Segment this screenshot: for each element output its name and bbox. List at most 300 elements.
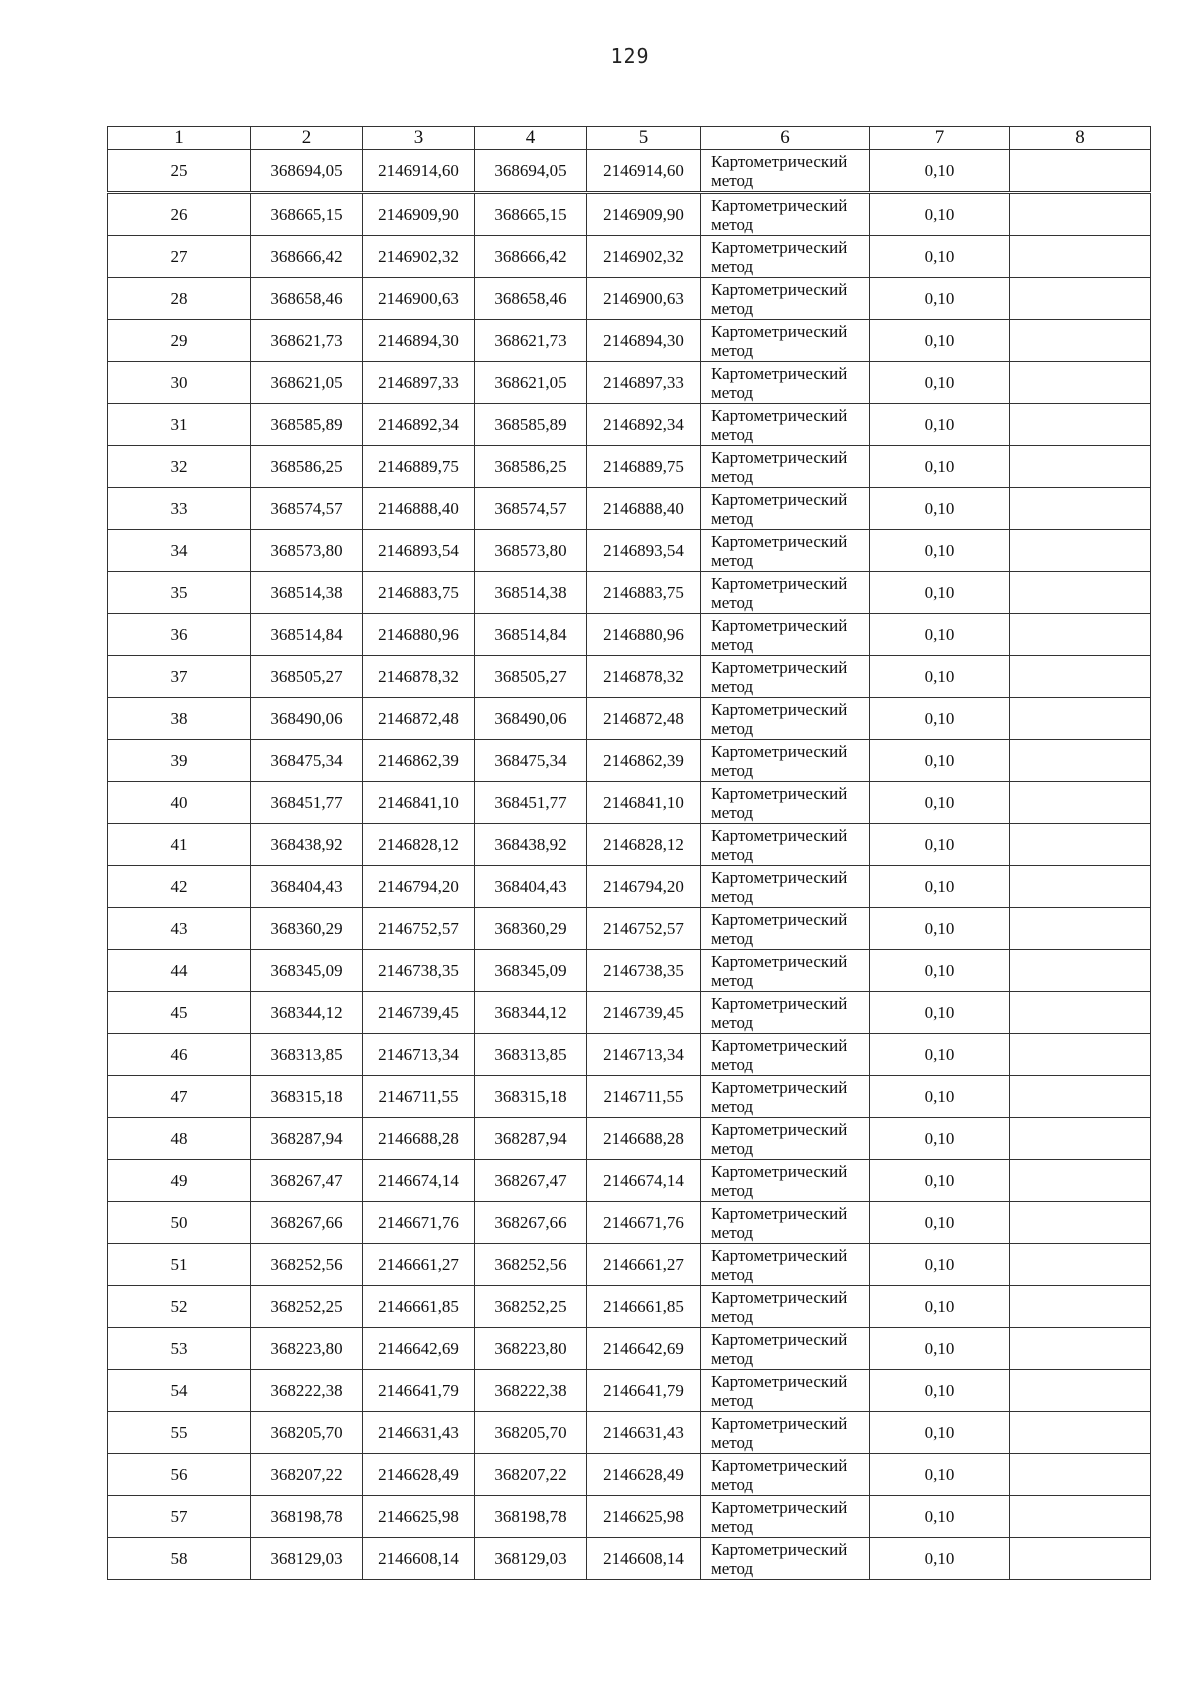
note-cell [1010, 614, 1151, 656]
y-coordinate-cell: 2146914,60 [363, 150, 475, 193]
x-coordinate-cell: 368621,73 [475, 320, 587, 362]
column-header: 6 [701, 127, 870, 150]
y-coordinate-cell: 2146661,27 [587, 1244, 701, 1286]
accuracy-cell: 0,10 [870, 866, 1010, 908]
point-number-cell: 33 [108, 488, 251, 530]
x-coordinate-cell: 368451,77 [475, 782, 587, 824]
x-coordinate-cell: 368438,92 [251, 824, 363, 866]
x-coordinate-cell: 368666,42 [475, 236, 587, 278]
column-header: 1 [108, 127, 251, 150]
accuracy-cell: 0,10 [870, 782, 1010, 824]
method-cell: Картометрический метод [701, 824, 870, 866]
method-cell: Картометрический метод [701, 698, 870, 740]
table-row [108, 1076, 1151, 1118]
point-number-cell: 56 [108, 1454, 251, 1496]
accuracy-cell: 0,10 [870, 320, 1010, 362]
x-coordinate-cell: 368621,73 [251, 320, 363, 362]
x-coordinate-cell: 368514,38 [251, 572, 363, 614]
table-row [108, 740, 1151, 782]
table-row [108, 1286, 1151, 1328]
note-cell [1010, 1496, 1151, 1538]
y-coordinate-cell: 2146862,39 [363, 740, 475, 782]
table-row [108, 320, 1151, 362]
y-coordinate-cell: 2146894,30 [363, 320, 475, 362]
x-coordinate-cell: 368129,03 [251, 1538, 363, 1580]
table-row [108, 1412, 1151, 1454]
x-coordinate-cell: 368585,89 [475, 404, 587, 446]
x-coordinate-cell: 368574,57 [251, 488, 363, 530]
note-cell [1010, 362, 1151, 404]
y-coordinate-cell: 2146909,90 [363, 193, 475, 236]
table-row [108, 1244, 1151, 1286]
x-coordinate-cell: 368665,15 [475, 193, 587, 236]
method-cell: Картометрический метод [701, 1496, 870, 1538]
table-row [108, 530, 1151, 572]
accuracy-cell: 0,10 [870, 1076, 1010, 1118]
note-cell [1010, 782, 1151, 824]
y-coordinate-cell: 2146752,57 [587, 908, 701, 950]
x-coordinate-cell: 368621,05 [475, 362, 587, 404]
table-row [108, 1118, 1151, 1160]
note-cell [1010, 1118, 1151, 1160]
x-coordinate-cell: 368267,66 [251, 1202, 363, 1244]
page-number: 129 [610, 44, 650, 68]
y-coordinate-cell: 2146880,96 [587, 614, 701, 656]
method-cell: Картометрический метод [701, 782, 870, 824]
method-cell: Картометрический метод [701, 740, 870, 782]
y-coordinate-cell: 2146888,40 [363, 488, 475, 530]
x-coordinate-cell: 368621,05 [251, 362, 363, 404]
accuracy-cell: 0,10 [870, 740, 1010, 782]
accuracy-cell: 0,10 [870, 1202, 1010, 1244]
x-coordinate-cell: 368344,12 [475, 992, 587, 1034]
y-coordinate-cell: 2146738,35 [363, 950, 475, 992]
method-cell: Картометрический метод [701, 1034, 870, 1076]
point-number-cell: 39 [108, 740, 251, 782]
x-coordinate-cell: 368694,05 [251, 150, 363, 193]
method-cell: Картометрический метод [701, 1286, 870, 1328]
table-row [108, 782, 1151, 824]
table-row [108, 572, 1151, 614]
x-coordinate-cell: 368223,80 [475, 1328, 587, 1370]
y-coordinate-cell: 2146674,14 [363, 1160, 475, 1202]
y-coordinate-cell: 2146893,54 [587, 530, 701, 572]
method-cell: Картометрический метод [701, 1538, 870, 1580]
y-coordinate-cell: 2146688,28 [587, 1118, 701, 1160]
table-row [108, 866, 1151, 908]
y-coordinate-cell: 2146794,20 [363, 866, 475, 908]
point-number-cell: 52 [108, 1286, 251, 1328]
x-coordinate-cell: 368490,06 [475, 698, 587, 740]
note-cell [1010, 1202, 1151, 1244]
method-cell: Картометрический метод [701, 320, 870, 362]
accuracy-cell: 0,10 [870, 1328, 1010, 1370]
y-coordinate-cell: 2146872,48 [363, 698, 475, 740]
point-number-cell: 47 [108, 1076, 251, 1118]
table-row [108, 362, 1151, 404]
y-coordinate-cell: 2146674,14 [587, 1160, 701, 1202]
y-coordinate-cell: 2146642,69 [587, 1328, 701, 1370]
accuracy-cell: 0,10 [870, 278, 1010, 320]
y-coordinate-cell: 2146631,43 [587, 1412, 701, 1454]
accuracy-cell: 0,10 [870, 1118, 1010, 1160]
y-coordinate-cell: 2146893,54 [363, 530, 475, 572]
y-coordinate-cell: 2146794,20 [587, 866, 701, 908]
y-coordinate-cell: 2146608,14 [587, 1538, 701, 1580]
x-coordinate-cell: 368490,06 [251, 698, 363, 740]
note-cell [1010, 1412, 1151, 1454]
x-coordinate-cell: 368658,46 [475, 278, 587, 320]
x-coordinate-cell: 368252,25 [251, 1286, 363, 1328]
table-row [108, 1454, 1151, 1496]
point-number-cell: 44 [108, 950, 251, 992]
x-coordinate-cell: 368475,34 [475, 740, 587, 782]
x-coordinate-cell: 368207,22 [251, 1454, 363, 1496]
point-number-cell: 42 [108, 866, 251, 908]
y-coordinate-cell: 2146892,34 [587, 404, 701, 446]
note-cell [1010, 150, 1151, 193]
y-coordinate-cell: 2146713,34 [587, 1034, 701, 1076]
y-coordinate-cell: 2146841,10 [587, 782, 701, 824]
method-cell: Картометрический метод [701, 1202, 870, 1244]
x-coordinate-cell: 368360,29 [251, 908, 363, 950]
y-coordinate-cell: 2146880,96 [363, 614, 475, 656]
y-coordinate-cell: 2146642,69 [363, 1328, 475, 1370]
x-coordinate-cell: 368198,78 [251, 1496, 363, 1538]
y-coordinate-cell: 2146889,75 [363, 446, 475, 488]
accuracy-cell: 0,10 [870, 698, 1010, 740]
point-number-cell: 57 [108, 1496, 251, 1538]
point-number-cell: 28 [108, 278, 251, 320]
accuracy-cell: 0,10 [870, 572, 1010, 614]
accuracy-cell: 0,10 [870, 1244, 1010, 1286]
accuracy-cell: 0,10 [870, 824, 1010, 866]
method-cell: Картометрический метод [701, 992, 870, 1034]
point-number-cell: 55 [108, 1412, 251, 1454]
y-coordinate-cell: 2146625,98 [587, 1496, 701, 1538]
y-coordinate-cell: 2146878,32 [363, 656, 475, 698]
x-coordinate-cell: 368267,47 [475, 1160, 587, 1202]
x-coordinate-cell: 368315,18 [251, 1076, 363, 1118]
point-number-cell: 41 [108, 824, 251, 866]
table-row [108, 1202, 1151, 1244]
table-row [108, 656, 1151, 698]
column-header: 5 [587, 127, 701, 150]
y-coordinate-cell: 2146628,49 [587, 1454, 701, 1496]
y-coordinate-cell: 2146902,32 [363, 236, 475, 278]
x-coordinate-cell: 368313,85 [475, 1034, 587, 1076]
column-header: 4 [475, 127, 587, 150]
table-row [108, 908, 1151, 950]
x-coordinate-cell: 368252,56 [251, 1244, 363, 1286]
method-cell: Картометрический метод [701, 1160, 870, 1202]
accuracy-cell: 0,10 [870, 656, 1010, 698]
y-coordinate-cell: 2146878,32 [587, 656, 701, 698]
note-cell [1010, 1286, 1151, 1328]
x-coordinate-cell: 368694,05 [475, 150, 587, 193]
method-cell: Картометрический метод [701, 150, 870, 193]
y-coordinate-cell: 2146892,34 [363, 404, 475, 446]
y-coordinate-cell: 2146888,40 [587, 488, 701, 530]
method-cell: Картометрический метод [701, 866, 870, 908]
method-cell: Картометрический метод [701, 1118, 870, 1160]
table-row [108, 1370, 1151, 1412]
y-coordinate-cell: 2146828,12 [587, 824, 701, 866]
y-coordinate-cell: 2146900,63 [587, 278, 701, 320]
note-cell [1010, 1160, 1151, 1202]
x-coordinate-cell: 368505,27 [251, 656, 363, 698]
accuracy-cell: 0,10 [870, 1286, 1010, 1328]
x-coordinate-cell: 368665,15 [251, 193, 363, 236]
column-header: 8 [1010, 127, 1151, 150]
y-coordinate-cell: 2146828,12 [363, 824, 475, 866]
method-cell: Картометрический метод [701, 278, 870, 320]
method-cell: Картометрический метод [701, 614, 870, 656]
x-coordinate-cell: 368475,34 [251, 740, 363, 782]
accuracy-cell: 0,10 [870, 150, 1010, 193]
y-coordinate-cell: 2146641,79 [363, 1370, 475, 1412]
point-number-cell: 51 [108, 1244, 251, 1286]
accuracy-cell: 0,10 [870, 193, 1010, 236]
point-number-cell: 37 [108, 656, 251, 698]
point-number-cell: 54 [108, 1370, 251, 1412]
point-number-cell: 50 [108, 1202, 251, 1244]
note-cell [1010, 908, 1151, 950]
x-coordinate-cell: 368514,38 [475, 572, 587, 614]
table-row [108, 446, 1151, 488]
note-cell [1010, 866, 1151, 908]
accuracy-cell: 0,10 [870, 488, 1010, 530]
x-coordinate-cell: 368573,80 [475, 530, 587, 572]
column-header: 2 [251, 127, 363, 150]
point-number-cell: 34 [108, 530, 251, 572]
y-coordinate-cell: 2146671,76 [587, 1202, 701, 1244]
note-cell [1010, 530, 1151, 572]
point-number-cell: 38 [108, 698, 251, 740]
y-coordinate-cell: 2146872,48 [587, 698, 701, 740]
method-cell: Картометрический метод [701, 193, 870, 236]
table-row [108, 150, 1151, 193]
y-coordinate-cell: 2146883,75 [587, 572, 701, 614]
method-cell: Картометрический метод [701, 950, 870, 992]
y-coordinate-cell: 2146752,57 [363, 908, 475, 950]
note-cell [1010, 824, 1151, 866]
table-row [108, 236, 1151, 278]
y-coordinate-cell: 2146661,85 [363, 1286, 475, 1328]
x-coordinate-cell: 368360,29 [475, 908, 587, 950]
x-coordinate-cell: 368585,89 [251, 404, 363, 446]
note-cell [1010, 1454, 1151, 1496]
note-cell [1010, 320, 1151, 362]
method-cell: Картометрический метод [701, 1370, 870, 1412]
x-coordinate-cell: 368205,70 [251, 1412, 363, 1454]
x-coordinate-cell: 368345,09 [475, 950, 587, 992]
point-number-cell: 48 [108, 1118, 251, 1160]
table-row [108, 1496, 1151, 1538]
y-coordinate-cell: 2146631,43 [363, 1412, 475, 1454]
method-cell: Картометрический метод [701, 446, 870, 488]
x-coordinate-cell: 368222,38 [475, 1370, 587, 1412]
y-coordinate-cell: 2146889,75 [587, 446, 701, 488]
table-row [108, 824, 1151, 866]
point-number-cell: 31 [108, 404, 251, 446]
point-number-cell: 49 [108, 1160, 251, 1202]
accuracy-cell: 0,10 [870, 530, 1010, 572]
y-coordinate-cell: 2146688,28 [363, 1118, 475, 1160]
y-coordinate-cell: 2146711,55 [587, 1076, 701, 1118]
point-number-cell: 32 [108, 446, 251, 488]
y-coordinate-cell: 2146625,98 [363, 1496, 475, 1538]
x-coordinate-cell: 368287,94 [251, 1118, 363, 1160]
note-cell [1010, 236, 1151, 278]
method-cell: Картометрический метод [701, 1328, 870, 1370]
x-coordinate-cell: 368345,09 [251, 950, 363, 992]
y-coordinate-cell: 2146900,63 [363, 278, 475, 320]
x-coordinate-cell: 368267,47 [251, 1160, 363, 1202]
note-cell [1010, 278, 1151, 320]
x-coordinate-cell: 368514,84 [475, 614, 587, 656]
point-number-cell: 29 [108, 320, 251, 362]
y-coordinate-cell: 2146902,32 [587, 236, 701, 278]
y-coordinate-cell: 2146894,30 [587, 320, 701, 362]
note-cell [1010, 404, 1151, 446]
table-row [108, 404, 1151, 446]
table-row [108, 1160, 1151, 1202]
y-coordinate-cell: 2146661,27 [363, 1244, 475, 1286]
x-coordinate-cell: 368315,18 [475, 1076, 587, 1118]
x-coordinate-cell: 368666,42 [251, 236, 363, 278]
accuracy-cell: 0,10 [870, 362, 1010, 404]
point-number-cell: 45 [108, 992, 251, 1034]
table-row [108, 488, 1151, 530]
y-coordinate-cell: 2146641,79 [587, 1370, 701, 1412]
x-coordinate-cell: 368586,25 [475, 446, 587, 488]
note-cell [1010, 1076, 1151, 1118]
x-coordinate-cell: 368313,85 [251, 1034, 363, 1076]
point-number-cell: 36 [108, 614, 251, 656]
accuracy-cell: 0,10 [870, 1454, 1010, 1496]
method-cell: Картометрический метод [701, 404, 870, 446]
accuracy-cell: 0,10 [870, 908, 1010, 950]
note-cell [1010, 572, 1151, 614]
method-cell: Картометрический метод [701, 362, 870, 404]
y-coordinate-cell: 2146897,33 [587, 362, 701, 404]
point-number-cell: 25 [108, 150, 251, 193]
y-coordinate-cell: 2146608,14 [363, 1538, 475, 1580]
y-coordinate-cell: 2146661,85 [587, 1286, 701, 1328]
method-cell: Картометрический метод [701, 572, 870, 614]
method-cell: Картометрический метод [701, 530, 870, 572]
note-cell [1010, 1328, 1151, 1370]
table-row [108, 193, 1151, 236]
accuracy-cell: 0,10 [870, 992, 1010, 1034]
table-row [108, 992, 1151, 1034]
note-cell [1010, 446, 1151, 488]
y-coordinate-cell: 2146909,90 [587, 193, 701, 236]
table-body [108, 150, 1151, 1580]
accuracy-cell: 0,10 [870, 1160, 1010, 1202]
x-coordinate-cell: 368586,25 [251, 446, 363, 488]
x-coordinate-cell: 368222,38 [251, 1370, 363, 1412]
x-coordinate-cell: 368267,66 [475, 1202, 587, 1244]
x-coordinate-cell: 368514,84 [251, 614, 363, 656]
y-coordinate-cell: 2146711,55 [363, 1076, 475, 1118]
x-coordinate-cell: 368658,46 [251, 278, 363, 320]
note-cell [1010, 656, 1151, 698]
method-cell: Картометрический метод [701, 908, 870, 950]
x-coordinate-cell: 368404,43 [251, 866, 363, 908]
note-cell [1010, 698, 1151, 740]
table-row [108, 1034, 1151, 1076]
method-cell: Картометрический метод [701, 1076, 870, 1118]
x-coordinate-cell: 368573,80 [251, 530, 363, 572]
note-cell [1010, 950, 1151, 992]
x-coordinate-cell: 368344,12 [251, 992, 363, 1034]
note-cell [1010, 992, 1151, 1034]
header-row [108, 127, 1151, 150]
note-cell [1010, 1370, 1151, 1412]
method-cell: Картометрический метод [701, 1244, 870, 1286]
column-header: 3 [363, 127, 475, 150]
table-row [108, 698, 1151, 740]
accuracy-cell: 0,10 [870, 1538, 1010, 1580]
point-number-cell: 30 [108, 362, 251, 404]
x-coordinate-cell: 368207,22 [475, 1454, 587, 1496]
note-cell [1010, 488, 1151, 530]
point-number-cell: 40 [108, 782, 251, 824]
table-row [108, 278, 1151, 320]
y-coordinate-cell: 2146897,33 [363, 362, 475, 404]
accuracy-cell: 0,10 [870, 950, 1010, 992]
coordinates-table [107, 126, 1151, 1580]
note-cell [1010, 1538, 1151, 1580]
x-coordinate-cell: 368505,27 [475, 656, 587, 698]
y-coordinate-cell: 2146841,10 [363, 782, 475, 824]
table-row [108, 1538, 1151, 1580]
accuracy-cell: 0,10 [870, 1370, 1010, 1412]
table-row [108, 950, 1151, 992]
table-row [108, 614, 1151, 656]
accuracy-cell: 0,10 [870, 1412, 1010, 1454]
point-number-cell: 53 [108, 1328, 251, 1370]
y-coordinate-cell: 2146739,45 [587, 992, 701, 1034]
y-coordinate-cell: 2146739,45 [363, 992, 475, 1034]
method-cell: Картометрический метод [701, 656, 870, 698]
note-cell [1010, 193, 1151, 236]
point-number-cell: 46 [108, 1034, 251, 1076]
method-cell: Картометрический метод [701, 488, 870, 530]
accuracy-cell: 0,10 [870, 1034, 1010, 1076]
accuracy-cell: 0,10 [870, 236, 1010, 278]
y-coordinate-cell: 2146914,60 [587, 150, 701, 193]
y-coordinate-cell: 2146671,76 [363, 1202, 475, 1244]
x-coordinate-cell: 368252,25 [475, 1286, 587, 1328]
x-coordinate-cell: 368252,56 [475, 1244, 587, 1286]
y-coordinate-cell: 2146883,75 [363, 572, 475, 614]
y-coordinate-cell: 2146628,49 [363, 1454, 475, 1496]
method-cell: Картометрический метод [701, 1454, 870, 1496]
x-coordinate-cell: 368451,77 [251, 782, 363, 824]
method-cell: Картометрический метод [701, 236, 870, 278]
x-coordinate-cell: 368574,57 [475, 488, 587, 530]
x-coordinate-cell: 368287,94 [475, 1118, 587, 1160]
column-header: 7 [870, 127, 1010, 150]
point-number-cell: 35 [108, 572, 251, 614]
note-cell [1010, 1034, 1151, 1076]
x-coordinate-cell: 368129,03 [475, 1538, 587, 1580]
table-row [108, 1328, 1151, 1370]
accuracy-cell: 0,10 [870, 614, 1010, 656]
